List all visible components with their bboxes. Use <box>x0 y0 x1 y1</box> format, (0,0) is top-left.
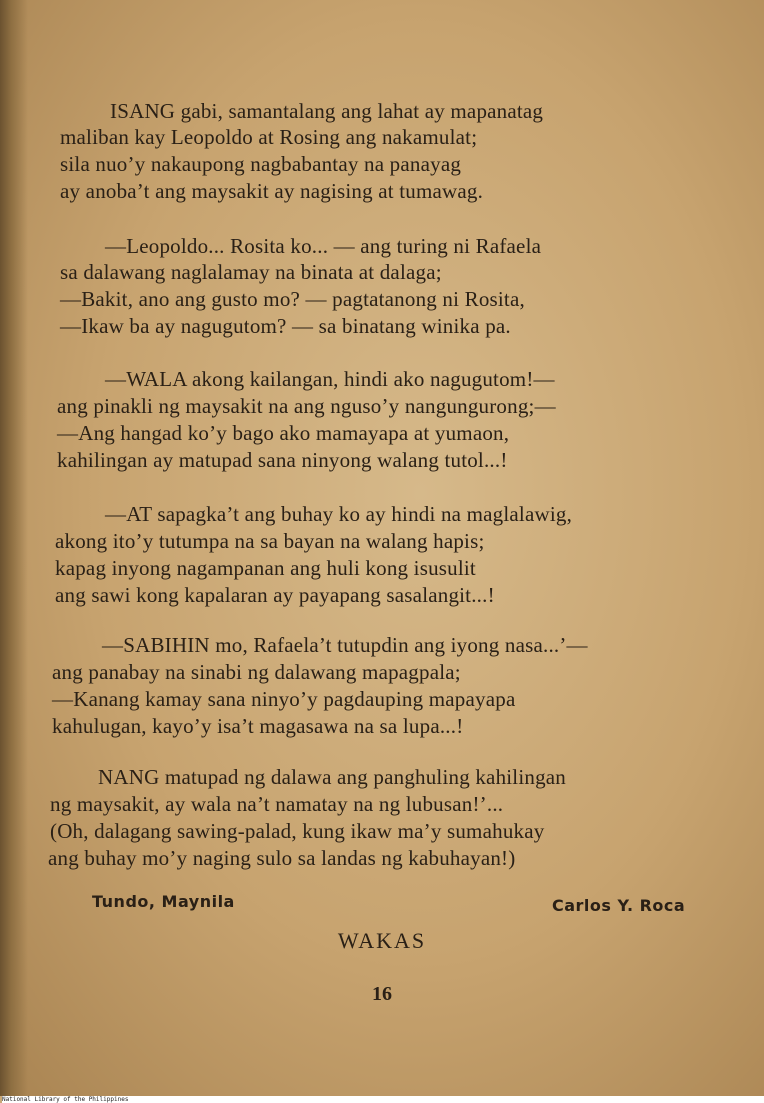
footer-credit: National Library of the Philippines <box>2 1096 764 1103</box>
poem-line: (Oh, dalagang sawing-palad, kung ikaw ma’y sumahukay <box>50 819 545 843</box>
signature-place: Tundo, Maynila <box>92 892 235 911</box>
poem-line: ang sawi kong kapalaran ay payapang sasalangit...! <box>55 583 495 607</box>
page-number: 16 <box>372 983 392 1005</box>
poem-line: —Ang hangad ko’y bago ako mamayapa at yumaon, <box>57 421 510 445</box>
poem-line: —SABIHIN mo, Rafaela’t tutupdin ang iyong nasa...’— <box>102 633 588 657</box>
poem-line: ang buhay mo’y naging sulo sa landas ng kabuhayan!) <box>48 846 516 870</box>
poem-line: ang panabay na sinabi ng dalawang mapagpala; <box>52 660 461 684</box>
poem-line: sila nuo’y nakaupong nagbabantay na panayag <box>60 152 462 176</box>
poem-line: maliban kay Leopoldo at Rosing ang nakamulat; <box>60 125 478 149</box>
poem-line: kapag inyong nagampanan ang huli kong isusulit <box>55 556 476 580</box>
poem-line: ay anoba’t ang maysakit ay nagising at tumawag. <box>60 179 484 203</box>
poem-line: kahilingan ay matupad sana ninyong walang tutol...! <box>57 448 508 472</box>
poem-line: —Bakit, ano ang gusto mo? — pagtatanong ni Rosita, <box>60 287 525 311</box>
poem-line: —WALA akong kailangan, hindi ako nagugutom!— <box>105 367 555 391</box>
poem-line: kahulugan, kayo’y isa’t magasawa na sa lupa...! <box>52 714 464 738</box>
poem-line: —Leopoldo... Rosita ko... — ang turing ni Rafaela <box>105 234 542 258</box>
poem-line: ang pinakli ng maysakit na ang nguso’y nangungurong;— <box>57 394 556 418</box>
poem-line: ISANG gabi, samantalang ang lahat ay mapanatag <box>110 99 544 123</box>
poem-line: NANG matupad ng dalawa ang panghuling kahilingan <box>98 765 566 789</box>
end-text: WAKAS <box>337 928 427 953</box>
poem-line: —Ikaw ba ay nagugutom? — sa binatang winika pa. <box>60 314 511 338</box>
poem-line: —AT sapagka’t ang buhay ko ay hindi na maglalawig, <box>105 502 573 526</box>
poem-line: ng maysakit, ay wala na’t namatay na ng lubusan!’... <box>50 792 504 816</box>
poem-line: sa dalawang naglalamay na binata at dalaga; <box>60 260 442 284</box>
signature-author: Carlos Y. Roca <box>552 896 686 915</box>
poem-line: —Kanang kamay sana ninyo’y pagdauping mapayapa <box>52 687 516 711</box>
poem-line: akong ito’y tutumpa na sa bayan na walang hapis; <box>55 529 485 553</box>
